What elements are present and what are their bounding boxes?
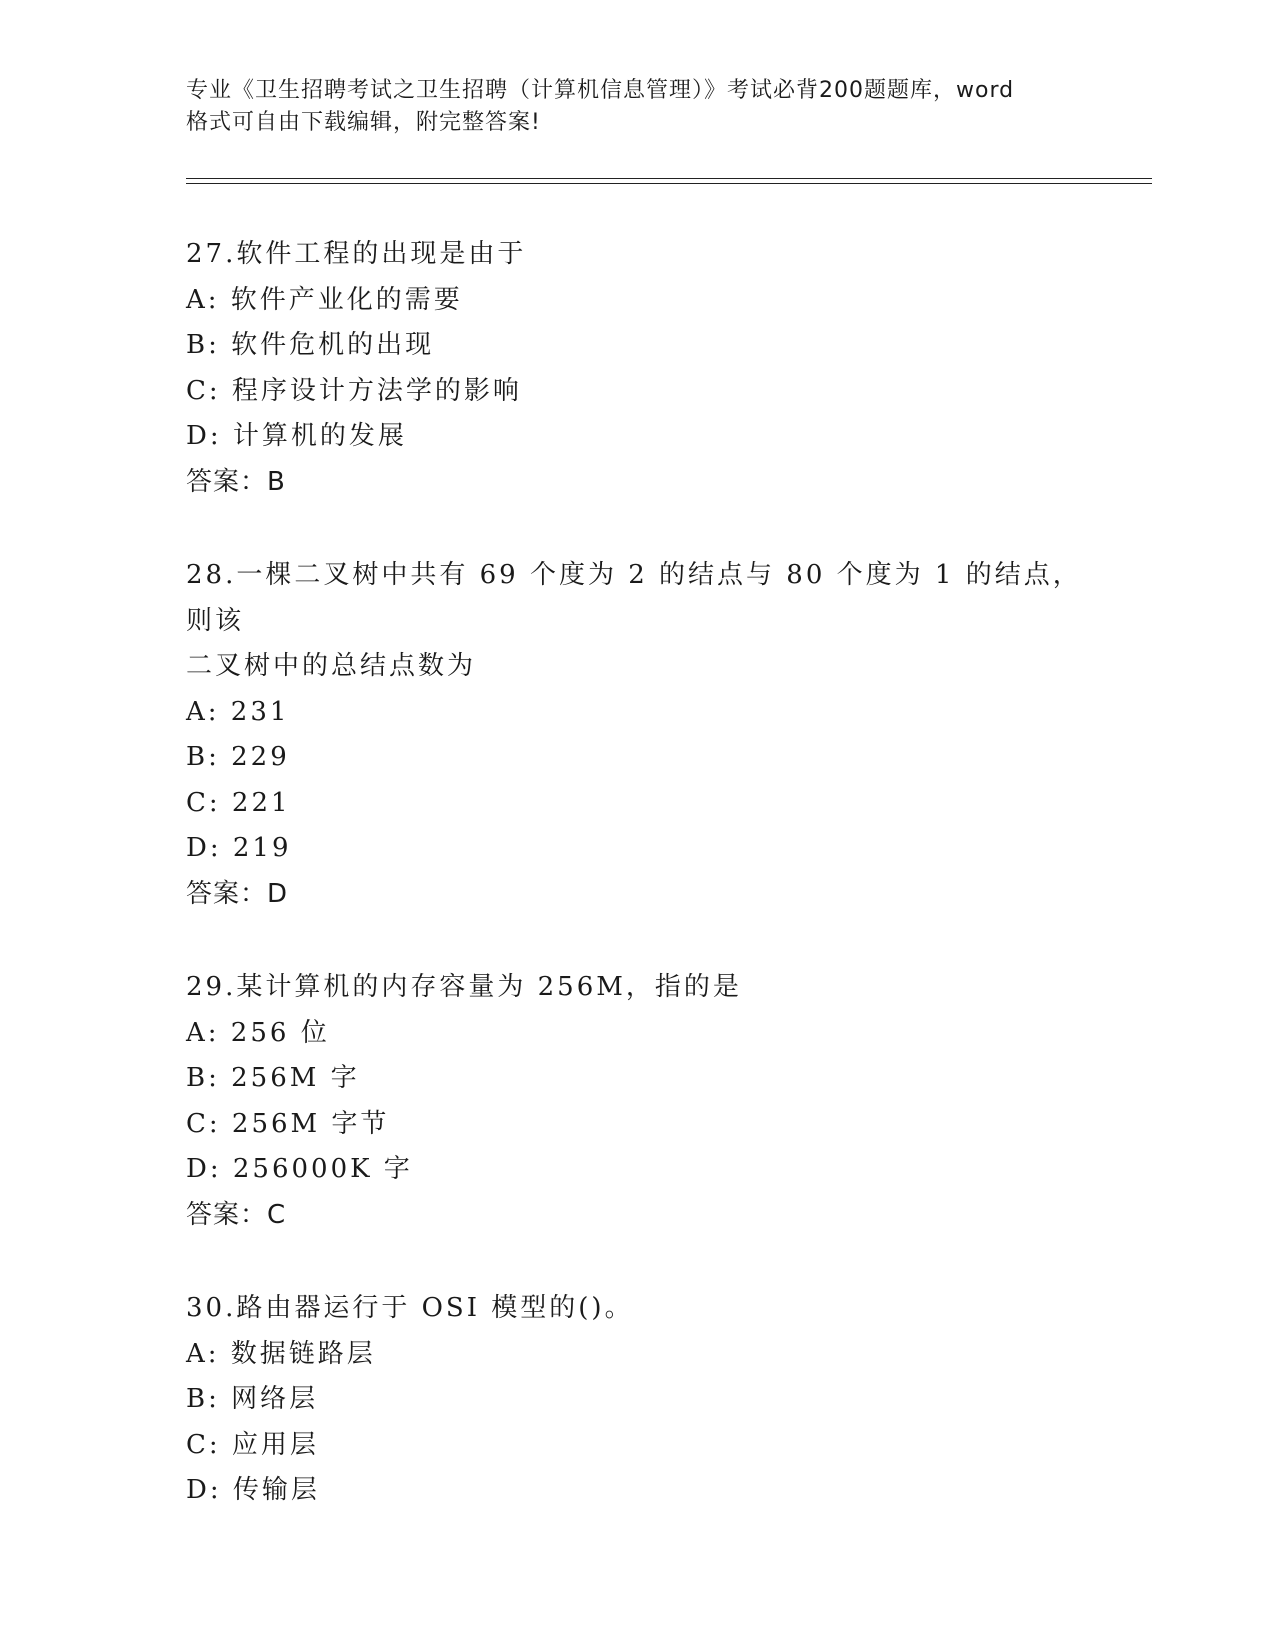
answer: 答案：D [186,878,289,909]
header-divider-top [186,178,1152,179]
option-d: D: 219 [186,833,292,863]
answer: 答案：B [186,466,286,497]
option-c: C: 256M 字节 [186,1108,390,1139]
question-28 [186,553,1086,917]
header-line-1: 专业《卫生招聘考试之卫生招聘（计算机信息管理）》考试必背200题题库，word [186,78,1015,103]
question-stem: 28.一棵二叉树中共有 69 个度为 2 的结点与 80 个度为 1 的结点，则该 [186,560,1082,636]
option-c: C: 程序设计方法学的影响 [186,375,522,406]
option-d: D: 传输层 [186,1475,320,1505]
question-list [186,232,1086,1562]
option-a: A: 256 位 [186,1017,330,1048]
option-d: D: 计算机的发展 [186,421,407,451]
question-stem-continued: 二叉树中的总结点数为 [186,651,477,681]
question-30 [186,1286,1086,1514]
question-29 [186,965,1086,1238]
option-a: A: 231 [186,696,290,727]
question-27 [186,232,1086,505]
option-b: B: 256M 字 [186,1063,360,1093]
answer: 答案：C [186,1199,287,1230]
header-divider-bottom [186,183,1152,184]
option-b: B: 网络层 [186,1384,319,1414]
question-stem: 30.路由器运行于 OSI 模型的()。 [186,1293,634,1323]
option-d: D: 256000K 字 [186,1154,413,1184]
question-stem: 27.软件工程的出现是由于 [186,239,527,269]
option-b: B: 229 [186,742,290,772]
option-b: B: 软件危机的出现 [186,330,435,360]
option-c: C: 221 [186,787,291,818]
option-c: C: 应用层 [186,1429,319,1460]
question-stem: 29.某计算机的内存容量为 256M，指的是 [186,972,742,1002]
document-header [186,75,1086,139]
option-a: A: 软件产业化的需要 [186,284,463,315]
option-a: A: 数据链路层 [186,1338,376,1369]
header-line-2: 格式可自由下载编辑，附完整答案! [186,110,541,135]
